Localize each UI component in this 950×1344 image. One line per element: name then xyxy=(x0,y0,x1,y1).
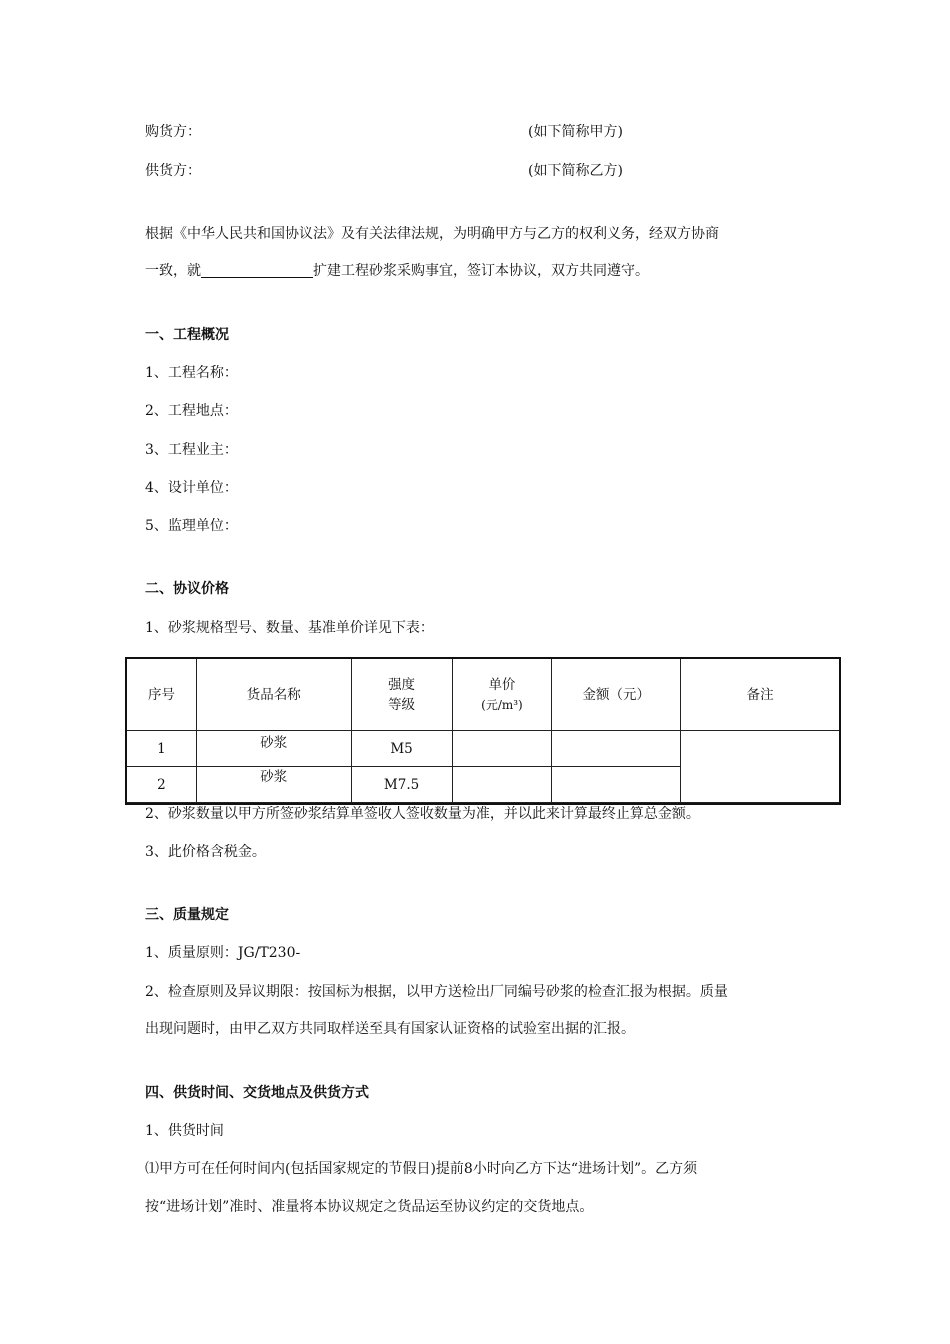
section1-item: 4、设计单位： xyxy=(145,480,238,496)
section1-item: 5、监理单位： xyxy=(145,518,238,534)
table-row xyxy=(127,731,840,767)
section4-para-line2: 按“进场计划”准时、准量将本协议规定之货品运至协议约定的交货地点。 xyxy=(145,1199,594,1215)
section1-item: 1、工程名称： xyxy=(145,365,238,381)
cell-grade: M7.5 xyxy=(351,767,452,803)
cell-no: 1 xyxy=(127,731,197,767)
section4-title: 四、供货时间、交货地点及供货方式 xyxy=(145,1085,369,1101)
section1-title: 一、工程概况 xyxy=(145,327,229,343)
section2-item2: 2、砂浆数量以甲方所签砂浆结算单签收人签收数量为准，并以此来计算最终止算总金额。 xyxy=(145,806,700,822)
cell-price xyxy=(452,731,552,767)
header-remark: 备注 xyxy=(681,659,840,731)
cell-amount xyxy=(552,767,681,803)
section2-title: 二、协议价格 xyxy=(145,581,229,597)
section3-item2-line2: 出现问题时，由甲乙双方共同取样送至具有国家认证资格的试验室出据的汇报。 xyxy=(145,1021,635,1037)
section2-item3: 3、此价格含税金。 xyxy=(145,844,266,860)
preamble-line2 xyxy=(145,261,649,281)
header-grade: 强度 等级 xyxy=(351,659,452,731)
preamble-line2-start: 一致，就 xyxy=(145,263,201,279)
section1-item: 2、工程地点： xyxy=(145,403,238,419)
preamble-line2-end: 扩建工程砂浆采购事宜，签订本协议，双方共同遵守。 xyxy=(313,263,649,279)
cell-name: 砂浆 xyxy=(196,731,351,767)
preamble-line1: 根据《中华人民共和国协议法》及有关法律法规，为明确甲方与乙方的权利义务，经双方协商 xyxy=(145,226,719,242)
section3-title: 三、质量规定 xyxy=(145,907,229,923)
cell-price xyxy=(452,767,552,803)
header-price: 单价 (元/m³) xyxy=(452,659,552,731)
section1-item: 3、工程业主： xyxy=(145,442,238,458)
project-name-blank xyxy=(201,261,313,278)
section4-item1: 1、供货时间 xyxy=(145,1123,224,1139)
header-name: 货品名称 xyxy=(196,659,351,731)
section3-item2-line1: 2、检查原则及异议期限：按国标为根据，以甲方送检出厂同编号砂浆的检查汇报为根据。质量 xyxy=(145,984,728,1000)
supplier-label: 供货方： xyxy=(145,163,201,179)
supplier-note: (如下简称乙方) xyxy=(528,163,623,179)
section3-item1: 1、质量原则：JG/T230- xyxy=(145,945,301,961)
cell-grade: M5 xyxy=(351,731,452,767)
header-amount: 金额（元） xyxy=(552,659,681,731)
buyer-note: (如下简称甲方) xyxy=(528,124,623,140)
buyer-label: 购货方： xyxy=(145,124,201,140)
cell-remark xyxy=(681,731,840,803)
table-header-row xyxy=(127,659,840,731)
header-no: 序号 xyxy=(127,659,197,731)
section4-para-line1: ⑴甲方可在任何时间内(包括国家规定的节假日)提前8小时向乙方下达“进场计划”。乙方须 xyxy=(145,1161,698,1177)
cell-amount xyxy=(552,731,681,767)
mortar-spec-table xyxy=(126,658,840,803)
section2-item1: 1、砂浆规格型号、数量、基准单价详见下表： xyxy=(145,620,434,636)
cell-name: 砂浆 xyxy=(196,767,351,803)
cell-no: 2 xyxy=(127,767,197,803)
